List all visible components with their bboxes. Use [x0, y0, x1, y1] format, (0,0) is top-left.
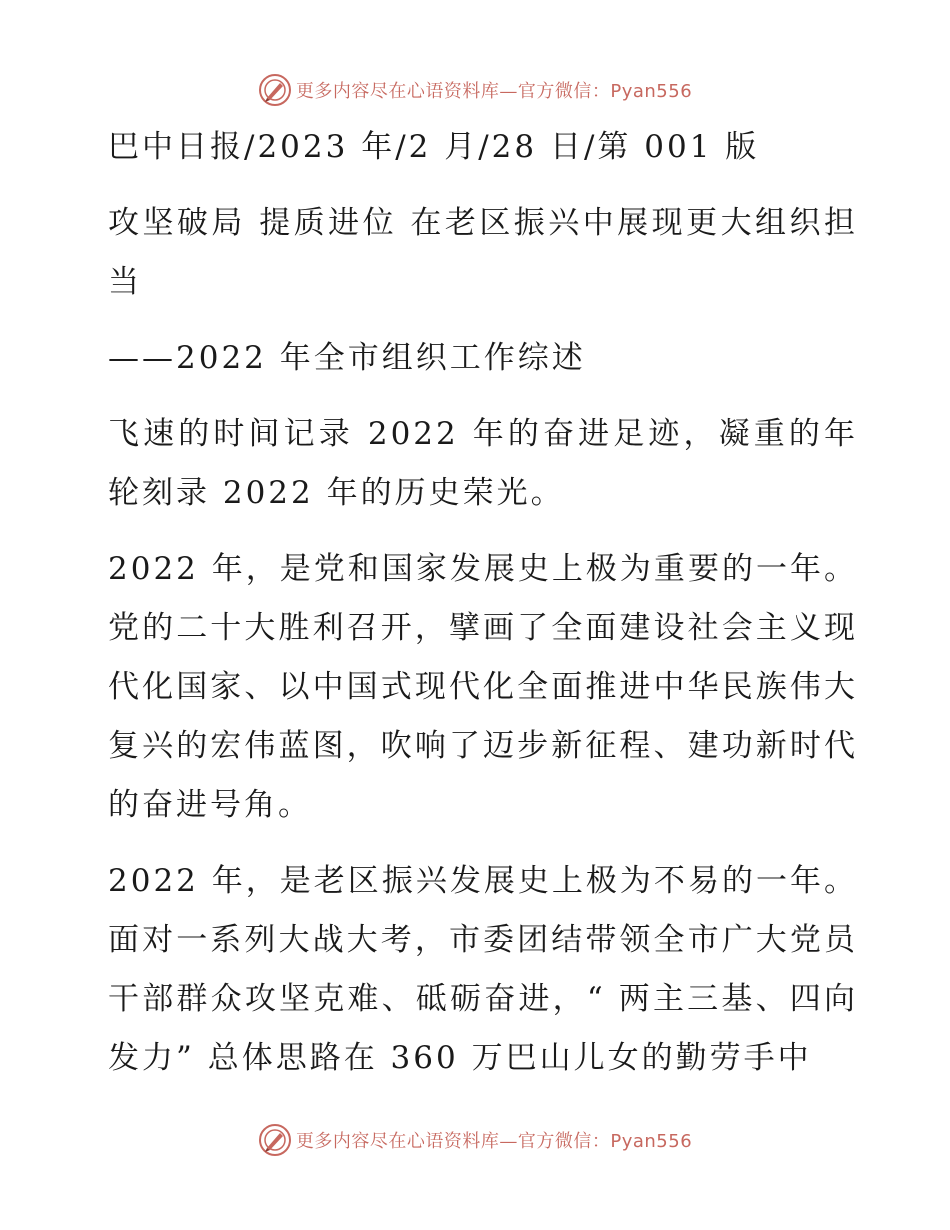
dateline: 巴中日报/2023 年/2 月/28 日/第 001 版 [108, 129, 760, 165]
article-body [98, 118, 858, 1088]
article-subtitle: ——2022 年全市组织工作综述 [108, 340, 586, 376]
watermark-text: 更多内容尽在心语资料库—官方微信：Pyan556 [295, 1131, 693, 1152]
paragraph-1: 飞速的时间记录 2022 年的奋进足迹，凝重的年轮刻录 2022 年的历史荣光。 [108, 416, 858, 511]
paragraph-2: 2022 年，是党和国家发展史上极为重要的一年。党的二十大胜利召开，擘画了全面建设社会主义现代化国家、以中国式现代化全面推进中华民族伟大复兴的宏伟蓝图，吹响了迈步新征程、建功新时代的奋进号角。 [108, 551, 858, 823]
watermark-text: 更多内容尽在心语资料库—官方微信：Pyan556 [295, 81, 693, 102]
footer-watermark [0, 1120, 950, 1160]
header-watermark [0, 70, 950, 110]
pen-logo-icon [258, 73, 292, 107]
pen-logo-icon [258, 1123, 292, 1157]
article-title: 攻坚破局 提质进位 在老区振兴中展现更大组织担当 [108, 205, 858, 300]
paragraph-3: 2022 年，是老区振兴发展史上极为不易的一年。面对一系列大战大考，市委团结带领全市广大党员干部群众攻坚克难、砥砺奋进，“ 两主三基、四向发力” 总体思路在 360 万巴山儿女的勤劳手中 [108, 863, 858, 1076]
